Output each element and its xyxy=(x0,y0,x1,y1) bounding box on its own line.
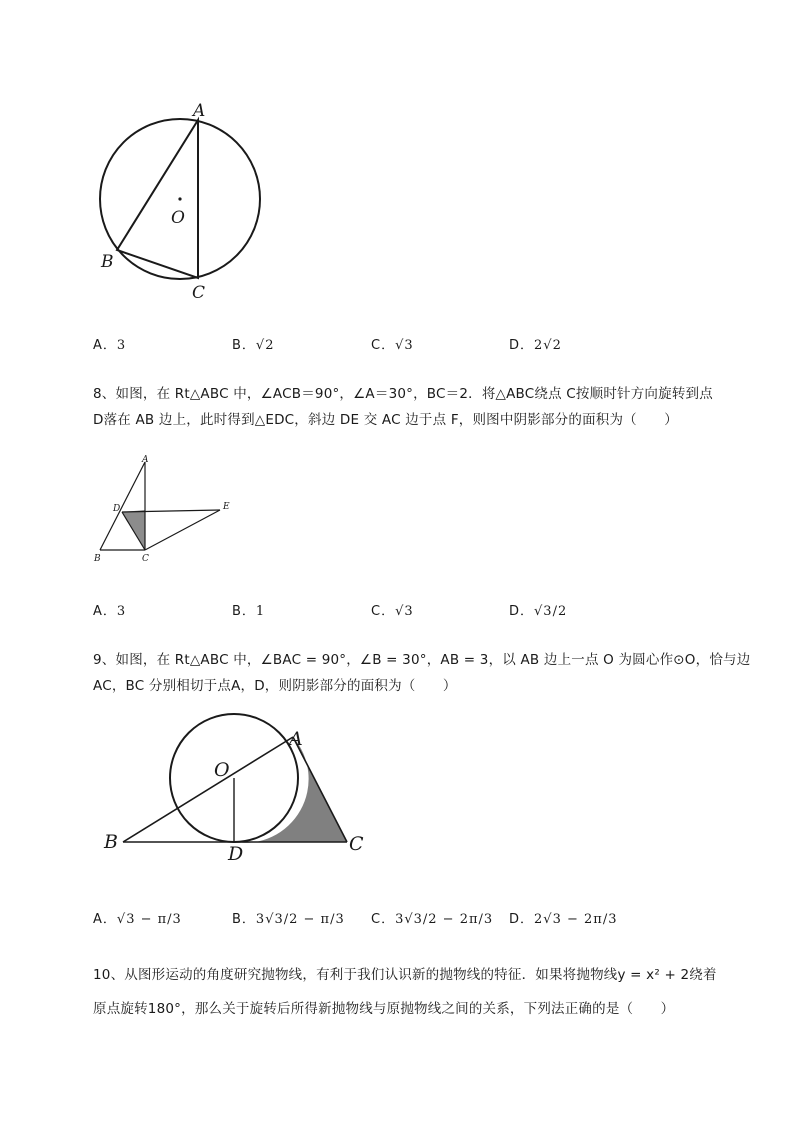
circle-triangle-figure xyxy=(90,95,280,310)
q9-option-b[interactable]: B．3√3/2 − π/3 xyxy=(232,912,345,927)
q10-text-line2: 原点旋转180°，那么关于旋转后所得新抛物线与原抛物线之间的关系，下列法正确的是（ ） xyxy=(93,1001,675,1017)
q7-option-d[interactable]: D．2√2 xyxy=(509,338,562,353)
rotated-triangle-figure xyxy=(88,450,248,570)
q8-option-b[interactable]: B．1 xyxy=(232,604,266,619)
q8-label-a: A xyxy=(142,455,149,465)
q8-option-c[interactable]: C．√3 xyxy=(371,604,414,619)
q9-label-d: D xyxy=(228,843,244,865)
q8-label-d: D xyxy=(113,504,121,514)
q9-label-a: A xyxy=(289,728,303,750)
q9-label-b: B xyxy=(104,831,118,853)
label-c: C xyxy=(192,283,206,303)
q9-option-c[interactable]: C．3√3/2 − 2π/3 xyxy=(371,912,494,927)
q9-label-o: O xyxy=(214,759,230,781)
q8-text-line1: 8、如图，在 Rt△ABC 中，∠ACB＝90°，∠A＝30°，BC＝2．将△ABC绕点 C按顺时针方向旋转到点 xyxy=(93,386,713,402)
q7-option-c[interactable]: C．√3 xyxy=(371,338,414,353)
q8-option-d[interactable]: D．√3/2 xyxy=(509,604,568,619)
q8-option-a[interactable]: A．3 xyxy=(93,604,127,619)
q10-text-line1: 10、从图形运动的角度研究抛物线，有利于我们认识新的抛物线的特征．如果将抛物线y = x² + 2绕着 xyxy=(93,967,717,983)
q7-option-a[interactable]: A．3 xyxy=(93,338,127,353)
q9-option-a[interactable]: A．√3 − π/3 xyxy=(93,912,182,927)
label-a: A xyxy=(193,101,206,121)
label-b: B xyxy=(101,252,114,272)
q8-label-b: B xyxy=(94,554,101,564)
q9-text-line2: AC，BC 分别相切于点A，D，则阴影部分的面积为（ ） xyxy=(93,678,457,694)
tangent-circle-figure xyxy=(95,715,380,870)
center-dot xyxy=(178,197,181,200)
q9-option-d[interactable]: D．2√3 − 2π/3 xyxy=(509,912,618,927)
q9-text-line1: 9、如图，在 Rt△ABC 中，∠BAC = 90°，∠B = 30°，AB = 3，以 AB 边上一点 O 为圆心作⊙O，恰与边 xyxy=(93,652,751,668)
q8-text-line2: D落在 AB 边上，此时得到△EDC，斜边 DE 交 AC 边于点 F，则图中阴影部分的面积为（ ） xyxy=(93,412,678,428)
q7-option-b[interactable]: B．√2 xyxy=(232,338,275,353)
label-o: O xyxy=(171,208,185,228)
q9-label-c: C xyxy=(349,833,364,855)
triangle-abc xyxy=(117,120,198,278)
shaded-region xyxy=(234,737,347,843)
q8-label-c: C xyxy=(142,554,149,564)
q8-label-e: E xyxy=(223,502,230,512)
